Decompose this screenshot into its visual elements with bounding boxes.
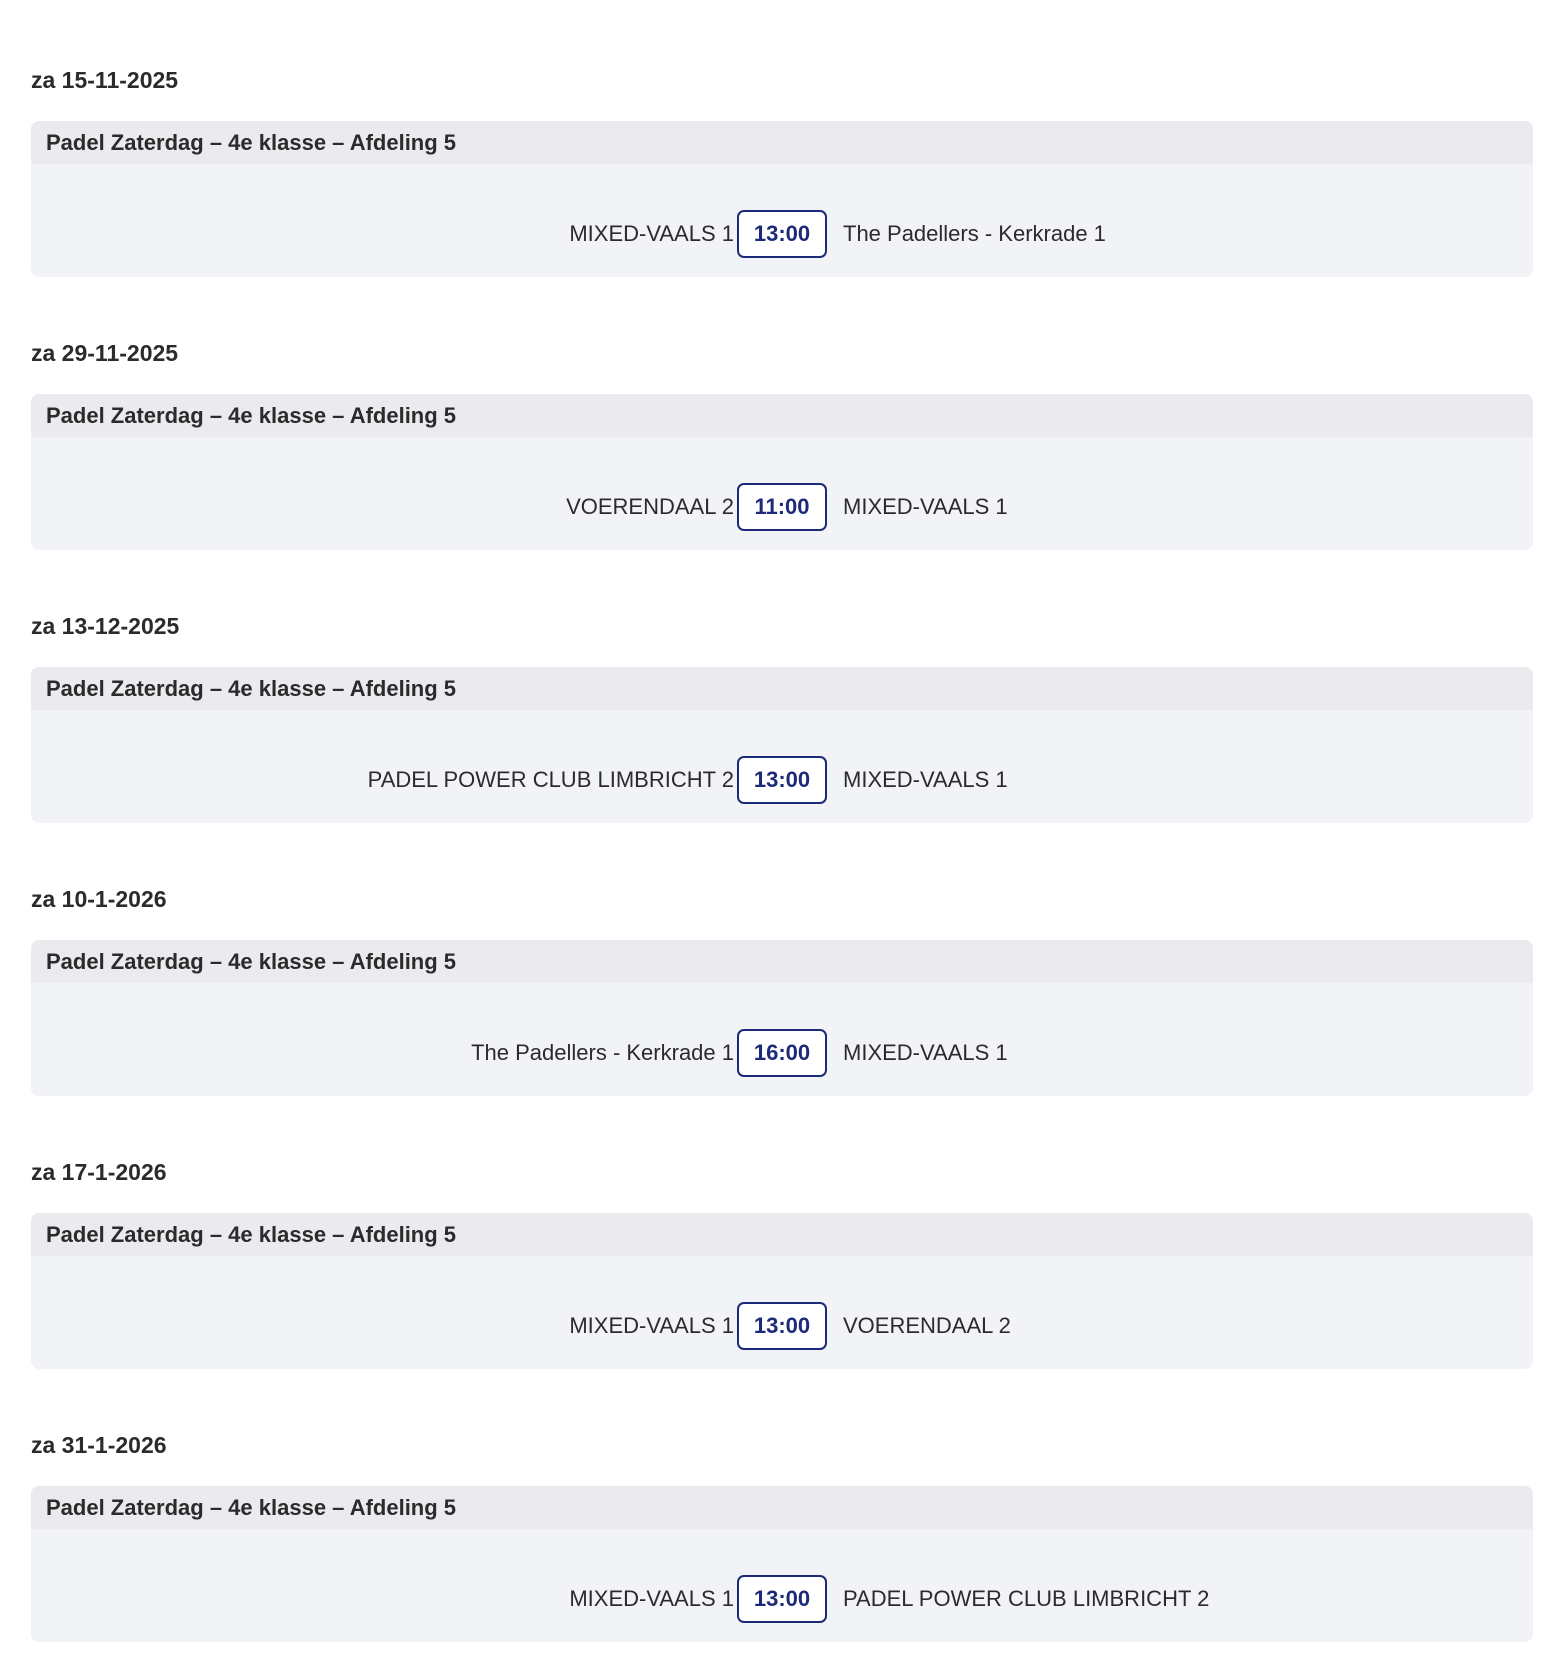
home-team: The Padellers - Kerkrade 1 xyxy=(471,1040,734,1065)
away-team: MIXED-VAALS 1 xyxy=(843,767,1008,792)
home-team: VOERENDAAL 2 xyxy=(566,494,734,519)
matchday xyxy=(31,1154,1533,1369)
match-card[interactable] xyxy=(31,1213,1533,1369)
match-row[interactable] xyxy=(31,1529,1533,1642)
match-card[interactable] xyxy=(31,667,1533,823)
competition-header: Padel Zaterdag – 4e klasse – Afdeling 5 xyxy=(31,940,1533,983)
matchday xyxy=(31,335,1533,550)
away-team: MIXED-VAALS 1 xyxy=(843,1040,1008,1065)
away-team: MIXED-VAALS 1 xyxy=(843,494,1008,519)
competition-header: Padel Zaterdag – 4e klasse – Afdeling 5 xyxy=(31,121,1533,164)
match-date: za 29-11-2025 xyxy=(31,340,179,366)
competition-header: Padel Zaterdag – 4e klasse – Afdeling 5 xyxy=(31,667,1533,710)
match-row[interactable] xyxy=(31,437,1533,550)
match-row[interactable] xyxy=(31,1256,1533,1369)
home-team: MIXED-VAALS 1 xyxy=(569,221,734,246)
match-time-badge[interactable]: 13:00 xyxy=(737,756,827,804)
match-date: za 17-1-2026 xyxy=(31,1159,167,1185)
away-team: PADEL POWER CLUB LIMBRICHT 2 xyxy=(843,1586,1210,1611)
match-row[interactable] xyxy=(31,164,1533,277)
match-date: za 15-11-2025 xyxy=(31,67,179,93)
match-time-badge[interactable]: 16:00 xyxy=(737,1029,827,1077)
match-card[interactable] xyxy=(31,121,1533,277)
competition-header: Padel Zaterdag – 4e klasse – Afdeling 5 xyxy=(31,1486,1533,1529)
match-date: za 31-1-2026 xyxy=(31,1432,167,1458)
home-team: MIXED-VAALS 1 xyxy=(569,1586,734,1611)
match-row[interactable] xyxy=(31,983,1533,1096)
match-date: za 10-1-2026 xyxy=(31,886,167,912)
match-card[interactable] xyxy=(31,1486,1533,1642)
match-time-badge[interactable]: 13:00 xyxy=(737,210,827,258)
matchday xyxy=(31,1427,1533,1642)
competition-header: Padel Zaterdag – 4e klasse – Afdeling 5 xyxy=(31,394,1533,437)
matchday xyxy=(31,608,1533,823)
match-time-badge[interactable]: 11:00 xyxy=(737,483,827,531)
match-row[interactable] xyxy=(31,710,1533,823)
home-team: PADEL POWER CLUB LIMBRICHT 2 xyxy=(367,767,734,792)
matchday xyxy=(31,62,1533,277)
away-team: VOERENDAAL 2 xyxy=(843,1313,1011,1338)
match-card[interactable] xyxy=(31,940,1533,1096)
competition-header: Padel Zaterdag – 4e klasse – Afdeling 5 xyxy=(31,1213,1533,1256)
match-time-badge[interactable]: 13:00 xyxy=(737,1575,827,1623)
away-team: The Padellers - Kerkrade 1 xyxy=(843,221,1106,246)
match-date: za 13-12-2025 xyxy=(31,613,180,639)
matchday xyxy=(31,881,1533,1096)
match-card[interactable] xyxy=(31,394,1533,550)
match-time-badge[interactable]: 13:00 xyxy=(737,1302,827,1350)
home-team: MIXED-VAALS 1 xyxy=(569,1313,734,1338)
